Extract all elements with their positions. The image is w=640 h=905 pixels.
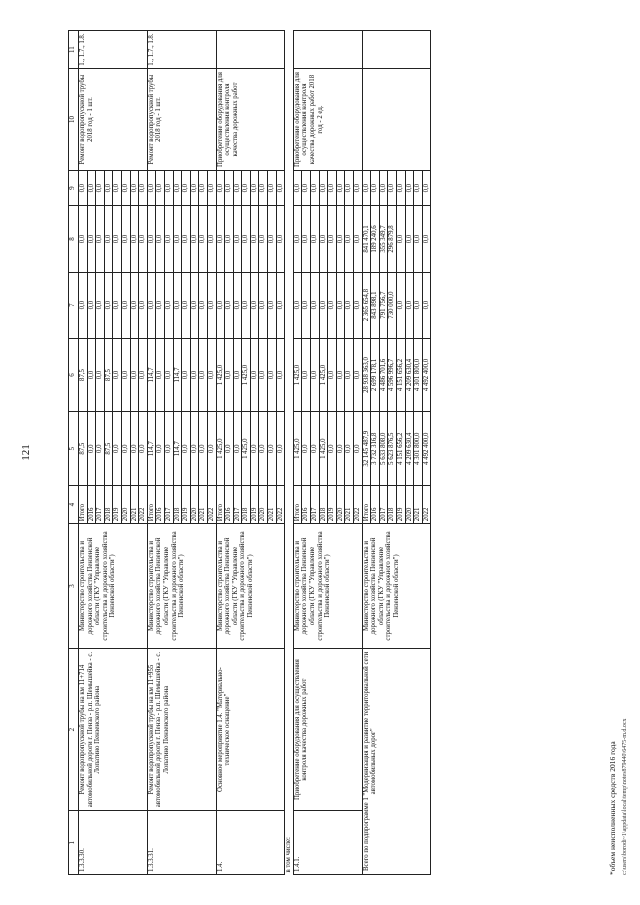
value-cell: 0,0 bbox=[276, 412, 285, 486]
value-cell: 0,0 bbox=[311, 338, 320, 412]
value-cell: 0,0 bbox=[104, 206, 113, 272]
value-cell: 4 151 656,2 bbox=[396, 412, 405, 486]
row-name: Всего по подпрограмме 1 "Модернизация и развитие территориальной сети автомобильных дорог" bbox=[362, 648, 431, 874]
value-cell: 0,0 bbox=[302, 272, 311, 338]
value-cell: 87,5 bbox=[104, 338, 113, 412]
value-cell: 0,0 bbox=[242, 272, 251, 338]
value-cell: 0,0 bbox=[139, 206, 148, 272]
value-cell: 0,0 bbox=[182, 338, 191, 412]
value-cell: 0,0 bbox=[336, 412, 345, 486]
footnote: *объем неисполненных средств 2016 года bbox=[608, 741, 617, 875]
value-cell: 730 000,0 bbox=[388, 272, 397, 338]
value-cell: 0,0 bbox=[311, 412, 320, 486]
value-cell: 843 898,1 bbox=[371, 272, 380, 338]
value-cell: 0,0 bbox=[396, 170, 405, 206]
table-row bbox=[293, 31, 302, 875]
value-cell: 0,0 bbox=[121, 272, 130, 338]
value-cell: 0,0 bbox=[250, 272, 259, 338]
value-cell: 0,0 bbox=[130, 272, 139, 338]
value-cell: 0,0 bbox=[242, 170, 251, 206]
value-cell: 0,0 bbox=[199, 412, 208, 486]
value-cell: 0,0 bbox=[345, 170, 354, 206]
row-name: Ремонт водопропускной трубы на км 11+714 автомобильной дороги г. Пенза - р.п. Шемышейка - с. Лопатино Пензенского района bbox=[79, 648, 148, 811]
value-cell: 0,0 bbox=[182, 206, 191, 272]
value-cell: 189 240,6 bbox=[371, 206, 380, 272]
responsible-executor: Министерство строительства и дорожного хозяйства Пензенской области (ГКУ "Управление строительства и дорожного хозяйства Пензенской области") bbox=[293, 524, 362, 649]
value-cell: 0,0 bbox=[405, 170, 414, 206]
value-cell: 0,0 bbox=[319, 272, 328, 338]
value-cell: 0,0 bbox=[293, 170, 302, 206]
value-cell: 0,0 bbox=[199, 206, 208, 272]
responsible-executor: Министерство строительства и дорожного хозяйства Пензенской области (ГКУ "Управление строительства и дорожного хозяйства Пензенской области") bbox=[362, 524, 431, 649]
value-cell: 1 425,0 bbox=[242, 412, 251, 486]
value-cell: 0,0 bbox=[422, 272, 431, 338]
column-header: 10 bbox=[69, 69, 79, 171]
value-cell: 0,0 bbox=[225, 170, 234, 206]
value-cell: 355 349,7 bbox=[379, 206, 388, 272]
value-cell: 0,0 bbox=[87, 338, 96, 412]
value-cell: 0,0 bbox=[173, 170, 182, 206]
value-cell: 0,0 bbox=[190, 412, 199, 486]
page-number: 121 bbox=[20, 444, 32, 461]
value-cell: 0,0 bbox=[121, 170, 130, 206]
value-cell: 0,0 bbox=[199, 272, 208, 338]
year-cell: Итого bbox=[147, 486, 156, 524]
value-cell: 0,0 bbox=[259, 170, 268, 206]
value-cell: 0,0 bbox=[414, 170, 423, 206]
year-cell: 2022 bbox=[207, 486, 216, 524]
year-cell: 2021 bbox=[130, 486, 139, 524]
value-cell: 0,0 bbox=[233, 338, 242, 412]
value-cell: 0,0 bbox=[79, 170, 88, 206]
table-row bbox=[79, 31, 88, 875]
value-cell: 0,0 bbox=[147, 170, 156, 206]
value-cell: 0,0 bbox=[268, 206, 277, 272]
value-cell: 0,0 bbox=[225, 272, 234, 338]
column-header: 3 bbox=[69, 524, 79, 649]
value-cell: 0,0 bbox=[242, 206, 251, 272]
column-header: 9 bbox=[69, 170, 79, 206]
value-cell: 0,0 bbox=[276, 170, 285, 206]
value-cell: 0,0 bbox=[225, 206, 234, 272]
value-cell: 87,5 bbox=[104, 412, 113, 486]
year-cell: 2017 bbox=[96, 486, 105, 524]
value-cell: 0,0 bbox=[147, 272, 156, 338]
year-cell: Итого bbox=[362, 486, 371, 524]
value-cell: 0,0 bbox=[371, 170, 380, 206]
value-cell: 0,0 bbox=[328, 412, 337, 486]
value-cell: 0,0 bbox=[345, 412, 354, 486]
value-cell: 0,0 bbox=[156, 272, 165, 338]
value-cell: 0,0 bbox=[259, 206, 268, 272]
value-cell: 0,0 bbox=[233, 272, 242, 338]
value-cell: 0,0 bbox=[268, 338, 277, 412]
value-cell: 4 151 656,2 bbox=[396, 338, 405, 412]
value-cell: 0,0 bbox=[276, 206, 285, 272]
year-cell: 2021 bbox=[345, 486, 354, 524]
value-cell: 791 756,7 bbox=[379, 272, 388, 338]
value-cell: 0,0 bbox=[276, 338, 285, 412]
year-cell: 2022 bbox=[354, 486, 363, 524]
value-cell: 0,0 bbox=[233, 412, 242, 486]
year-cell: 2018 bbox=[242, 486, 251, 524]
in-that-number-label: в том числе: bbox=[285, 31, 294, 875]
year-cell: 2021 bbox=[268, 486, 277, 524]
indicator-cell bbox=[216, 31, 285, 69]
value-cell: 0,0 bbox=[96, 272, 105, 338]
value-cell: 1 425,0 bbox=[216, 412, 225, 486]
value-cell: 0,0 bbox=[293, 272, 302, 338]
value-cell: 0,0 bbox=[396, 206, 405, 272]
indicator-cell bbox=[293, 31, 362, 69]
table-row bbox=[216, 31, 225, 875]
year-cell: 2017 bbox=[233, 486, 242, 524]
value-cell: 0,0 bbox=[250, 338, 259, 412]
page-canvas bbox=[10, 10, 630, 895]
row-code: 1.3.3.30. bbox=[79, 811, 148, 875]
value-cell: 0,0 bbox=[336, 338, 345, 412]
column-header: 6 bbox=[69, 338, 79, 412]
value-cell: 0,0 bbox=[311, 170, 320, 206]
value-cell: 0,0 bbox=[96, 338, 105, 412]
value-cell: 0,0 bbox=[302, 338, 311, 412]
value-cell: 0,0 bbox=[354, 272, 363, 338]
year-cell: 2016 bbox=[371, 486, 380, 524]
value-cell: 0,0 bbox=[302, 206, 311, 272]
value-cell: 0,0 bbox=[405, 272, 414, 338]
value-cell: 841 470,1 bbox=[362, 206, 371, 272]
value-cell: 0,0 bbox=[414, 206, 423, 272]
value-cell: 0,0 bbox=[328, 206, 337, 272]
rotated-landscape-page bbox=[10, 10, 630, 895]
value-cell: 0,0 bbox=[182, 170, 191, 206]
year-cell: 2019 bbox=[396, 486, 405, 524]
value-cell: 4 492 400,0 bbox=[422, 338, 431, 412]
value-cell: 0,0 bbox=[259, 412, 268, 486]
year-cell: 2019 bbox=[182, 486, 191, 524]
year-cell: 2022 bbox=[139, 486, 148, 524]
value-cell: 0,0 bbox=[328, 338, 337, 412]
value-cell: 0,0 bbox=[130, 338, 139, 412]
column-header: 8 bbox=[69, 206, 79, 272]
value-cell: 114,7 bbox=[173, 412, 182, 486]
value-cell: 0,0 bbox=[121, 412, 130, 486]
value-cell: 0,0 bbox=[207, 206, 216, 272]
value-cell: 4 596 996,7 bbox=[388, 338, 397, 412]
value-cell: 0,0 bbox=[268, 170, 277, 206]
year-cell: 2017 bbox=[379, 486, 388, 524]
responsible-executor: Министерство строительства и дорожного хозяйства Пензенской области (ГКУ "Управление строительства и дорожного хозяйства Пензенской области") bbox=[79, 524, 148, 649]
indicator-cell: 1., 1.7., 1.8. bbox=[147, 31, 216, 69]
row-code: 1.3.3.31. bbox=[147, 811, 216, 875]
value-cell: 0,0 bbox=[319, 206, 328, 272]
value-cell: 0,0 bbox=[354, 338, 363, 412]
value-cell: 0,0 bbox=[87, 170, 96, 206]
value-cell: 0,0 bbox=[422, 170, 431, 206]
value-cell: 0,0 bbox=[173, 272, 182, 338]
value-cell: 0,0 bbox=[276, 272, 285, 338]
year-cell: 2018 bbox=[173, 486, 182, 524]
column-header: 4 bbox=[69, 486, 79, 524]
value-cell: 0,0 bbox=[259, 272, 268, 338]
year-cell: 2019 bbox=[113, 486, 122, 524]
value-cell: 0,0 bbox=[199, 170, 208, 206]
value-cell: 1 425,0 bbox=[242, 338, 251, 412]
value-cell: 2 365 654,8 bbox=[362, 272, 371, 338]
year-cell: 2021 bbox=[199, 486, 208, 524]
year-cell: Итого bbox=[293, 486, 302, 524]
value-cell: 32 145 487,9 bbox=[362, 412, 371, 486]
value-cell: 0,0 bbox=[216, 206, 225, 272]
year-cell: 2016 bbox=[302, 486, 311, 524]
result-cell: Приобретение оборудования для осуществления контроля качества дорожных работ bbox=[216, 69, 285, 171]
value-cell: 0,0 bbox=[302, 170, 311, 206]
value-cell: 0,0 bbox=[104, 170, 113, 206]
value-cell: 114,7 bbox=[173, 338, 182, 412]
value-cell: 0,0 bbox=[354, 206, 363, 272]
value-cell: 0,0 bbox=[130, 412, 139, 486]
value-cell: 0,0 bbox=[336, 272, 345, 338]
empty-cell bbox=[362, 69, 431, 171]
value-cell: 0,0 bbox=[396, 272, 405, 338]
value-cell: 0,0 bbox=[87, 272, 96, 338]
value-cell: 0,0 bbox=[190, 170, 199, 206]
value-cell: 0,0 bbox=[113, 206, 122, 272]
row-code: 1.4.1. bbox=[293, 811, 362, 875]
value-cell: 0,0 bbox=[379, 170, 388, 206]
value-cell: 0,0 bbox=[182, 272, 191, 338]
value-cell: 0,0 bbox=[345, 206, 354, 272]
value-cell: 0,0 bbox=[250, 206, 259, 272]
value-cell: 0,0 bbox=[87, 412, 96, 486]
row-name: Ремонт водопропускной трубы на км 11+955 автомобильной дороги г. Пенза - р.п. Шемышейка - с. Лопатино Пензенского района bbox=[147, 648, 216, 811]
value-cell: 0,0 bbox=[388, 170, 397, 206]
year-cell: 2022 bbox=[276, 486, 285, 524]
value-cell: 296 879,8 bbox=[388, 206, 397, 272]
value-cell: 0,0 bbox=[328, 272, 337, 338]
value-cell: 1 425,0 bbox=[319, 338, 328, 412]
value-cell: 0,0 bbox=[79, 272, 88, 338]
column-header: 1 bbox=[69, 811, 79, 875]
table-row bbox=[362, 31, 371, 875]
value-cell: 5 623 876,5 bbox=[388, 412, 397, 486]
value-cell: 0,0 bbox=[250, 170, 259, 206]
year-cell: 2016 bbox=[225, 486, 234, 524]
row-code: 1.4. bbox=[216, 811, 285, 875]
value-cell: 0,0 bbox=[233, 206, 242, 272]
value-cell: 0,0 bbox=[207, 412, 216, 486]
value-cell: 4 209 630,4 bbox=[405, 412, 414, 486]
row-name: Основное мероприятие 1.4. "Материально-техническое оснащение" bbox=[216, 648, 285, 811]
value-cell: 0,0 bbox=[207, 338, 216, 412]
value-cell: 0,0 bbox=[164, 206, 173, 272]
value-cell: 4 209 630,4 bbox=[405, 338, 414, 412]
value-cell: 0,0 bbox=[207, 272, 216, 338]
value-cell: 4 301 800,0 bbox=[414, 338, 423, 412]
column-header: 2 bbox=[69, 648, 79, 811]
responsible-executor: Министерство строительства и дорожного хозяйства Пензенской области (ГКУ "Управление строительства и дорожного хозяйства Пензенской области") bbox=[216, 524, 285, 649]
year-cell: 2020 bbox=[336, 486, 345, 524]
value-cell: 0,0 bbox=[164, 272, 173, 338]
value-cell: 0,0 bbox=[362, 170, 371, 206]
year-cell: 2020 bbox=[190, 486, 199, 524]
result-cell: Ремонт водопропускной трубы 2018 год - 1 шт. bbox=[147, 69, 216, 171]
column-header: 11 bbox=[69, 31, 79, 69]
value-cell: 0,0 bbox=[345, 338, 354, 412]
value-cell: 0,0 bbox=[139, 170, 148, 206]
value-cell: 0,0 bbox=[96, 206, 105, 272]
value-cell: 114,7 bbox=[147, 412, 156, 486]
value-cell: 0,0 bbox=[139, 412, 148, 486]
value-cell: 0,0 bbox=[405, 206, 414, 272]
value-cell: 0,0 bbox=[130, 170, 139, 206]
value-cell: 4 486 701,6 bbox=[379, 338, 388, 412]
value-cell: 0,0 bbox=[336, 206, 345, 272]
value-cell: 0,0 bbox=[268, 412, 277, 486]
value-cell: 0,0 bbox=[207, 170, 216, 206]
value-cell: 0,0 bbox=[156, 206, 165, 272]
value-cell: 0,0 bbox=[139, 338, 148, 412]
value-cell: 0,0 bbox=[147, 206, 156, 272]
value-cell: 0,0 bbox=[319, 170, 328, 206]
year-cell: 2019 bbox=[250, 486, 259, 524]
value-cell: 0,0 bbox=[216, 272, 225, 338]
value-cell: 0,0 bbox=[336, 170, 345, 206]
value-cell: 0,0 bbox=[190, 272, 199, 338]
value-cell: 0,0 bbox=[121, 206, 130, 272]
value-cell: 114,7 bbox=[147, 338, 156, 412]
value-cell: 0,0 bbox=[173, 206, 182, 272]
value-cell: 0,0 bbox=[113, 272, 122, 338]
year-cell: 2018 bbox=[388, 486, 397, 524]
value-cell: 0,0 bbox=[113, 412, 122, 486]
year-cell: 2019 bbox=[328, 486, 337, 524]
year-cell: 2022 bbox=[422, 486, 431, 524]
year-cell: 2016 bbox=[87, 486, 96, 524]
row-name: Приобретение оборудования для осуществления контроля качества дорожных работ bbox=[293, 648, 362, 811]
value-cell: 0,0 bbox=[190, 338, 199, 412]
value-cell: 0,0 bbox=[268, 272, 277, 338]
value-cell: 0,0 bbox=[182, 412, 191, 486]
value-cell: 0,0 bbox=[259, 338, 268, 412]
value-cell: 4 301 800,0 bbox=[414, 412, 423, 486]
column-header: 7 bbox=[69, 272, 79, 338]
table-row bbox=[147, 31, 156, 875]
value-cell: 0,0 bbox=[96, 170, 105, 206]
year-cell: 2018 bbox=[104, 486, 113, 524]
value-cell: 87,5 bbox=[79, 412, 88, 486]
year-cell: 2020 bbox=[259, 486, 268, 524]
file-path: c:\users\borodi~1\appdata\local\temp\notes879440\6475-m.d.ocx bbox=[622, 718, 628, 875]
value-cell: 0,0 bbox=[87, 206, 96, 272]
subheader-row bbox=[285, 31, 294, 875]
value-cell: 0,0 bbox=[225, 412, 234, 486]
value-cell: 0,0 bbox=[216, 170, 225, 206]
column-header: 5 bbox=[69, 412, 79, 486]
value-cell: 0,0 bbox=[139, 272, 148, 338]
value-cell: 0,0 bbox=[250, 412, 259, 486]
value-cell: 0,0 bbox=[199, 338, 208, 412]
value-cell: 0,0 bbox=[121, 338, 130, 412]
value-cell: 0,0 bbox=[190, 206, 199, 272]
value-cell: 0,0 bbox=[156, 170, 165, 206]
value-cell: 0,0 bbox=[311, 272, 320, 338]
value-cell: 0,0 bbox=[164, 338, 173, 412]
empty-cell bbox=[362, 31, 431, 69]
value-cell: 0,0 bbox=[414, 272, 423, 338]
year-cell: 2021 bbox=[414, 486, 423, 524]
value-cell: 4 492 400,0 bbox=[422, 412, 431, 486]
value-cell: 0,0 bbox=[79, 206, 88, 272]
year-cell: 2017 bbox=[164, 486, 173, 524]
value-cell: 1 425,0 bbox=[293, 412, 302, 486]
value-cell: 0,0 bbox=[96, 412, 105, 486]
value-cell: 0,0 bbox=[302, 412, 311, 486]
year-cell: 2016 bbox=[156, 486, 165, 524]
value-cell: 0,0 bbox=[293, 206, 302, 272]
value-cell: 0,0 bbox=[164, 170, 173, 206]
year-cell: 2017 bbox=[311, 486, 320, 524]
value-cell: 0,0 bbox=[164, 412, 173, 486]
value-cell: 0,0 bbox=[113, 338, 122, 412]
value-cell: 1 425,0 bbox=[293, 338, 302, 412]
value-cell: 0,0 bbox=[156, 412, 165, 486]
value-cell: 0,0 bbox=[104, 272, 113, 338]
year-cell: 2020 bbox=[121, 486, 130, 524]
value-cell: 0,0 bbox=[156, 338, 165, 412]
value-cell: 0,0 bbox=[130, 206, 139, 272]
result-cell: Приобретение оборудования для осуществления контроля качества дорожных работ 2018 год - 2 ед. bbox=[293, 69, 362, 171]
value-cell: 0,0 bbox=[113, 170, 122, 206]
indicator-cell: 1., 1.7., 1.8. bbox=[79, 31, 148, 69]
value-cell: 28 938 363,0 bbox=[362, 338, 371, 412]
value-cell: 0,0 bbox=[225, 338, 234, 412]
value-cell: 1 425,0 bbox=[319, 412, 328, 486]
program-table bbox=[68, 30, 431, 875]
value-cell: 0,0 bbox=[328, 170, 337, 206]
value-cell: 0,0 bbox=[354, 412, 363, 486]
year-cell: 2020 bbox=[405, 486, 414, 524]
value-cell: 0,0 bbox=[422, 206, 431, 272]
value-cell: 3 732 316,8 bbox=[371, 412, 380, 486]
year-cell: Итого bbox=[216, 486, 225, 524]
value-cell: 0,0 bbox=[345, 272, 354, 338]
responsible-executor: Министерство строительства и дорожного хозяйства Пензенской области (ГКУ "Управление строительства и дорожного хозяйства Пензенской области") bbox=[147, 524, 216, 649]
header-row bbox=[69, 31, 79, 875]
value-cell: 2 699 178,1 bbox=[371, 338, 380, 412]
value-cell: 0,0 bbox=[311, 206, 320, 272]
year-cell: Итого bbox=[79, 486, 88, 524]
value-cell: 87,5 bbox=[79, 338, 88, 412]
result-cell: Ремонт водопропускной трубы 2018 год - 1 шт. bbox=[79, 69, 148, 171]
value-cell: 5 633 808,0 bbox=[379, 412, 388, 486]
value-cell: 1 425,0 bbox=[216, 338, 225, 412]
year-cell: 2018 bbox=[319, 486, 328, 524]
value-cell: 0,0 bbox=[233, 170, 242, 206]
value-cell: 0,0 bbox=[354, 170, 363, 206]
